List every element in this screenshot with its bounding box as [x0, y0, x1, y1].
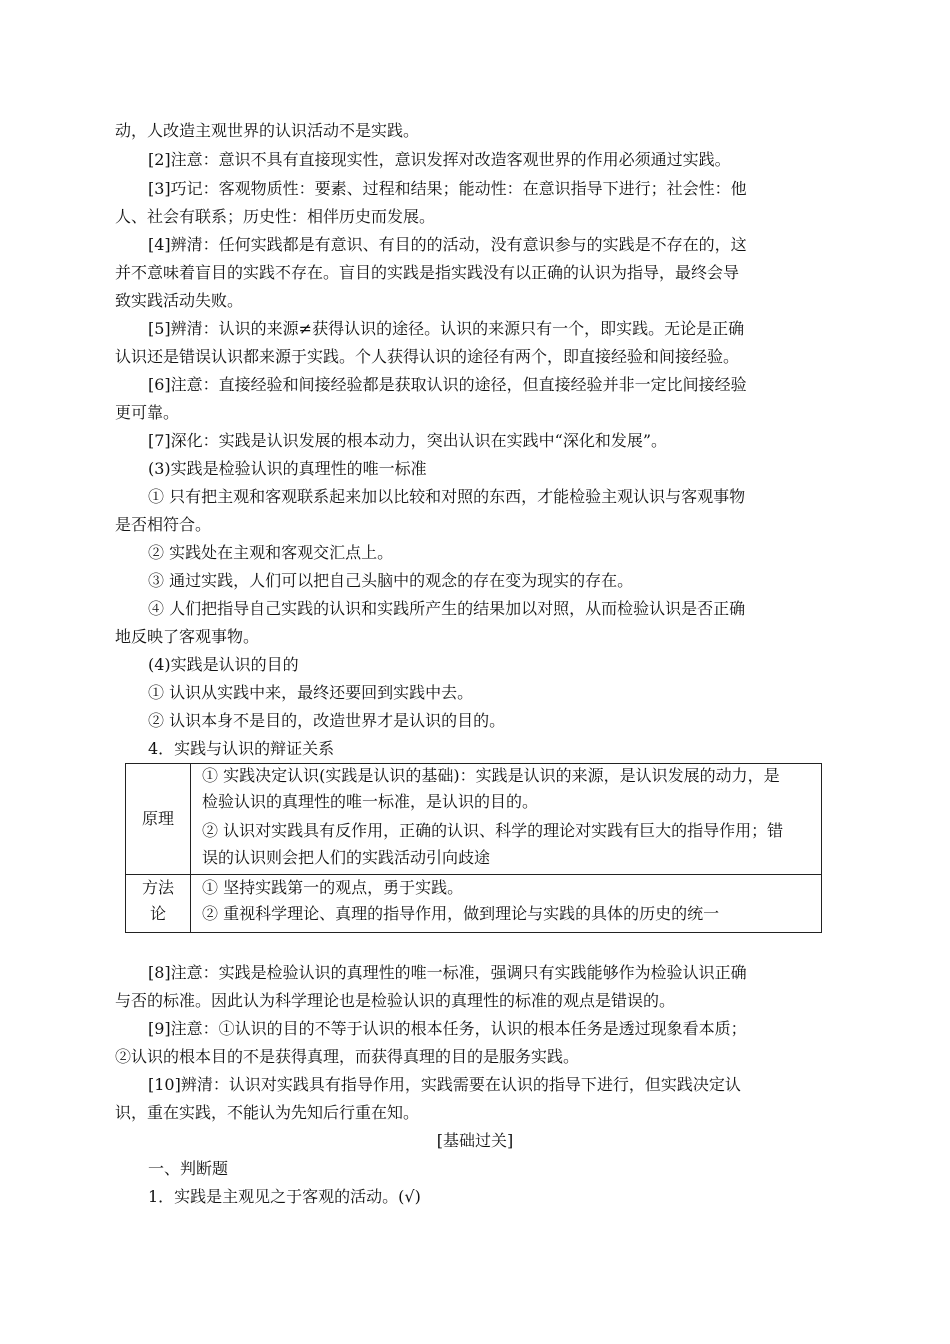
relation-table	[125, 763, 822, 933]
table-cell-line: ② 重视科学理论、真理的指导作用，做到理论与实践的具体的历史的统一	[202, 904, 720, 923]
text-line: 人、社会有联系；历史性：相伴历史而发展。	[115, 207, 436, 226]
table-cell-line: 检验认识的真理性的唯一标准，是认识的目的。	[202, 792, 539, 811]
table-column-divider	[190, 764, 191, 932]
section-heading: (3)实践是检验认识的真理性的唯一标准	[148, 459, 427, 478]
text-line: [3]巧记：客观物质性：要素、过程和结果；能动性：在意识指导下进行；社会性：他	[148, 179, 747, 198]
text-line: ②认识的根本目的不是获得真理，而获得真理的目的是服务实践。	[115, 1047, 580, 1066]
question-item: 1．实践是主观见之于客观的活动。(√)	[148, 1187, 421, 1206]
table-cell-line: ② 认识对实践具有反作用，正确的认识、科学的理论对实践有巨大的指导作用；错	[202, 821, 784, 840]
text-line: [5]辨清：认识的来源≠获得认识的途径。认识的来源只有一个，即实践。无论是正确	[148, 319, 745, 338]
table-cell-line: 误的认识则会把人们的实践活动引向歧途	[202, 848, 491, 867]
text-line: ② 实践处在主观和客观交汇点上。	[148, 543, 394, 562]
text-line: [2]注意：意识不具有直接现实性，意识发挥对改造客观世界的作用必须通过实践。	[148, 150, 731, 169]
text-line: [7]深化：实践是认识发展的根本动力，突出认识在实践中“深化和发展”。	[148, 431, 668, 450]
text-line: ③ 通过实践，人们可以把自己头脑中的观念的存在变为现实的存在。	[148, 571, 634, 590]
section-heading: (4)实践是认识的目的	[148, 655, 299, 674]
table-row-methodology	[126, 874, 821, 932]
text-line: 是否相符合。	[115, 515, 212, 534]
row-head-methodology: 方法	[141, 878, 174, 897]
text-line: ① 只有把主观和客观联系起来加以比较和对照的东西，才能检验主观认识与客观事物	[148, 487, 746, 506]
table-row-principle	[126, 764, 821, 875]
text-line: 认识还是错误认识都来源于实践。个人获得认识的途径有两个，即直接经验和间接经验。	[115, 347, 740, 366]
section-heading: 一、判断题	[148, 1159, 229, 1178]
text-line: 更可靠。	[115, 403, 180, 422]
text-line: 与否的标准。因此认为科学理论也是检验认识的真理性的标准的观点是错误的。	[115, 991, 676, 1010]
text-line: 致实践活动失败。	[115, 291, 244, 310]
text-line: 动，人改造主观世界的认识活动不是实践。	[115, 121, 420, 140]
row-head-methodology-2: 论	[149, 904, 166, 923]
table-cell-line: ① 实践决定认识(实践是认识的基础)：实践是认识的来源，是认识发展的动力，是	[202, 766, 780, 785]
text-line: ④ 人们把指导自己实践的认识和实践所产生的结果加以对照，从而检验认识是否正确	[148, 599, 746, 618]
text-line: [4]辨清：任何实践都是有意识、有目的的活动，没有意识参与的实践是不存在的，这	[148, 235, 747, 254]
text-line: 并不意味着盲目的实践不存在。盲目的实践是指实践没有以正确的认识为指导，最终会导	[115, 263, 740, 282]
text-line: ② 认识本身不是目的，改造世界才是认识的目的。	[148, 711, 506, 730]
row-head-principle: 原理	[141, 809, 174, 828]
section-heading: 4．实践与认识的辩证关系	[148, 739, 335, 758]
text-line: 识，重在实践，不能认为先知后行重在知。	[115, 1103, 420, 1122]
text-line: 地反映了客观事物。	[115, 627, 260, 646]
text-line: [9]注意：①认识的目的不等于认识的根本任务，认识的根本任务是透过现象看本质；	[148, 1019, 747, 1038]
text-line: ① 认识从实践中来，最终还要回到实践中去。	[148, 683, 474, 702]
text-line: [8]注意：实践是检验认识的真理性的唯一标准，强调只有实践能够作为检验认识正确	[148, 963, 747, 982]
text-line: [10]辨清：认识对实践具有指导作用，实践需要在认识的指导下进行，但实践决定认	[148, 1075, 741, 1094]
section-title: [基础过关]	[436, 1131, 514, 1150]
table-cell-line: ① 坚持实践第一的观点，勇于实践。	[202, 878, 464, 897]
text-line: [6]注意：直接经验和间接经验都是获取认识的途径，但直接经验并非一定比间接经验	[148, 375, 747, 394]
